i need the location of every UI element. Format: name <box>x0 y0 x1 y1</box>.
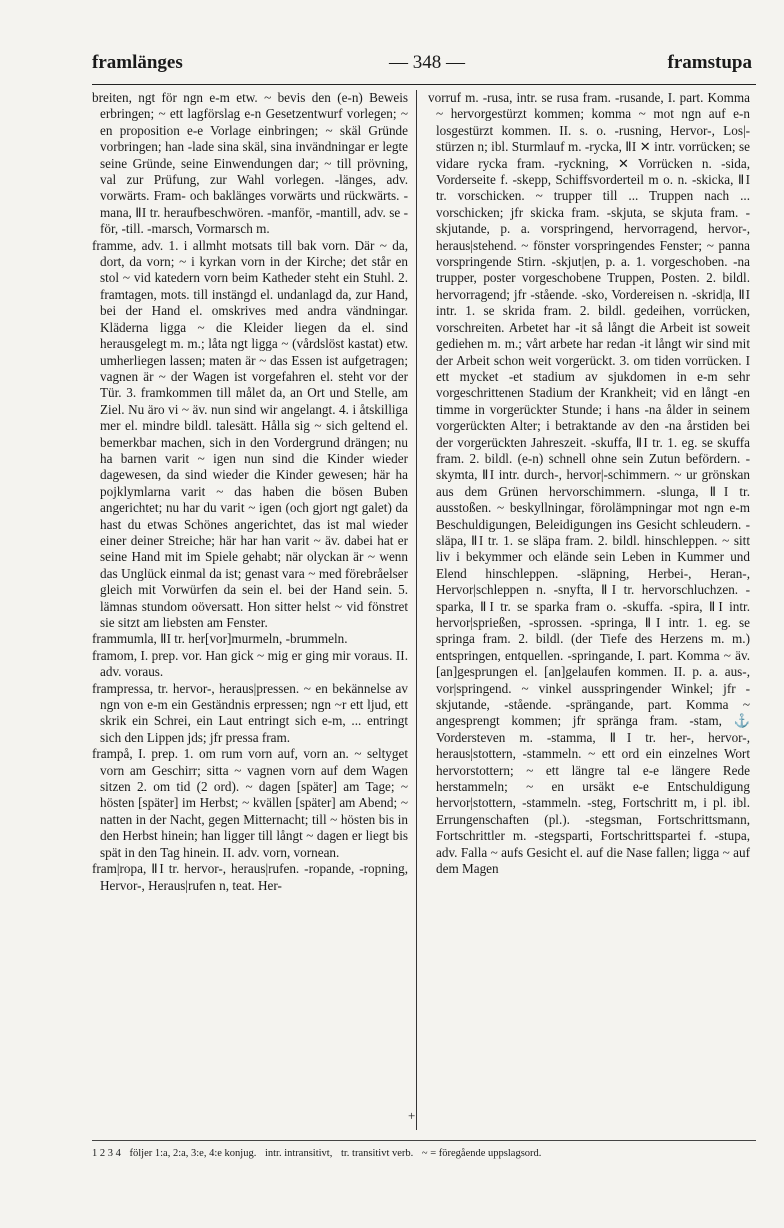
entry: fram|ropa, ⅡI tr. hervor-, heraus|rufen. -ropande, -ropning, Hervor-, Heraus|rufen n, teat. Her- <box>92 861 408 893</box>
entry: frampressa, tr. hervor-, heraus|pressen. ~ en bekännelse av ngn von e-m ein Geständnis erpressen; ngn ~r ett ljud, ett skrik ein Schrei, ein Laut entringt sich e-m, ... entringt sich den Lippen jds; jfr pressa fram. <box>92 680 408 745</box>
right-column <box>428 90 750 878</box>
entry: framom, I. prep. vor. Han gick ~ mig er ging mir voraus. II. adv. voraus. <box>92 647 408 680</box>
entry: frampå, I. prep. 1. om rum vorn auf, vorn an. ~ seltyget vorn am Geschirr; sitta ~ vagnen vorn auf dem Wagen sitzen 2. om tid (2 ord). ~ dagen [später] am Tage; ~ hösten [später] im Herbst; ~ kvällen [später] am Abend; ~ natten in der Nacht, gegen Mitternacht; till ~ hösten bis in den Herbst hinein; han ligger till långt ~ dagen er liegt bis spät in den Tag hinein. II. adv. vorn, vornean. <box>92 746 408 860</box>
header-guide-word-right: framstupa <box>667 52 752 73</box>
footnote-numbers: 1 2 3 4 <box>92 1148 121 1159</box>
left-column <box>92 90 408 894</box>
column-divider <box>416 90 417 1130</box>
entry: framme, adv. 1. i allmht motsats till bak vorn. Där ~ da, dort, da vorn; ~ i kyrkan vorn in der Kirche; det står en stol ~ vid katedern vorn beim Katheder steht ein Stuhl. 2. framtagen, mots. till instängd el. undanlagd da, zur Hand, bei der Hand el. omskrives med andra vändningar. Kläderna ligga ~ die Kleider liegen da el. sind herausgelegt m. m.; låta ngt ligga ~ (vårdslöst kastat) etw. umherliegen lassen; maten är ~ das Essen ist aufgetragen; vagnen är ~ der Wagen ist vorgefahren el. steht vor der Tür. 3. framkommen till målet da, an Ort und Stelle, am Ziel. Nu äro vi ~ äv. nun sind wir angelangt. 4. i åtskilliga mer el. mindre bildl. talesätt. Hålla sig ~ sich geltend el. bemerkbar machen, sich in den Vordergrund drängen; nu ha barnen varit ~ igen nun sind die Kinder wieder dagewesen, da sind wieder die Kinder gewesen; här ha pojklymlarna varit ~ das haben die bösen Buben angerichtet; nu har du varit ~ igen (och gjort ngt galet) da hast du etwas Schönes angerichtet, das ist mal wieder einer deiner Streiche; här har han varit ~ äv. dabei hat er seine Hand mit im Spiele gehabt; när olyckan är ~ wenn das Unglück einmal da ist; genast vara ~ med förebråelser gleich mit Vorwürfen da sein el. bei der Hand sein. 5. lämnas stundom oöversatt. Hon sitter helst ~ vid fönstret sie sitzt am liebsten am Fenster. <box>92 237 408 630</box>
footnote-tr: tr. transitivt verb. <box>340 1148 414 1159</box>
entry: breiten, ngt för ngn e-m etw. ~ bevis den (e-n) Beweis erbringen; ~ ett lagförslag e-n Gesetzentwurf vorlegen; ~ en proposition e-e Vorlage einbringen; ~ skäl Gründe vorbringen; han -lade sina skäl, sina invändningar er legte seine Gründe, seine Einwendungen dar; ~ till prövning, val zur Prüfung, zur Wahl vorlegen. -länges, adv. vorwärts. Fram- och baklänges vorwärts und rückwärts. -mana, ⅡI tr. heraufbeschwören. -manför, -mantill, adv. se -för, -till. -marsch, Vormarsch m. <box>92 90 408 237</box>
footnote-tilde: ~ = föregående uppslagsord. <box>421 1148 542 1159</box>
footnote-verbs: följer 1:a, 2:a, 3:e, 4:e konjug. <box>129 1148 257 1159</box>
footnote-rule <box>92 1140 756 1141</box>
entry: vorruf m. -rusa, intr. se rusa fram. -rusande, I. part. Komma ~ hervorgestürzt kommen; komma ~ mot ngn auf e-n losgestürzt kommen. II. s. o. -rusning, Hervor-, Los|-stürzen n; ibl. Sturmlauf m. -rycka, ⅡI ✕ intr. vorrücken; se vidare rycka fram. -ryckning, ✕ Vorrücken n. -sida, Vorderseite f. -skepp, Schiffsvorderteil m o. n. -skicka, ⅡI tr. vorschicken. ~ trupper till ... Truppen nach ... vorschicken; jfr skicka fram. -skjuta, se skjuta fram. -skjutande, p. a. vorspringend, hervorragend, hervor-, heraus|stehend. ~ fönster vorspringendes Fenster; ~ panna vorspringende Stirn. -skjut|en, p. a. 1. vorgeschoben. -na trupper, poster vorgeschobene Truppen, Posten. 2. bildl. hervorragend; jfr -stående. -sko, Vordereisen n. -skrid|a, ⅡI intr. 1. se skrida fram. 2. bildl. gedeihen, vorrücken, vorschreiten. Arbetet har -it så långt die Arbeit ist soweit gediehen m. m.; vårt arbete har redan -it långt wir sind mit der Arbeit schon weit vorgerückt. 3. om tiden vorrücken. I ett mycket -et stadium av sjukdomen in e-m sehr vorgeschrittenen Stadium der Krankheit; vid en långt -en timme in vorgerückter Stunde; i hans -na ålder in seinem vorgerückten Alter; i betraktande av den -na årstiden bei der vorgerückten Jahreszeit. -skuffa, ⅡI tr. 1. eg. se skuffa fram. 2. bildl. (e-n) schnell ohne sein Zutun befördern. -skymta, ⅡI intr. durch-, hervor|-schimmern. ~ ur grönskan aus dem Grünen hervorschimmern. -slunga, ⅡI tr. ausstoßen. ~ beskyllningar, förolämpningar mot ngn e-m Beschuldigungen, Beleidigungen ins Gesicht schleudern. -släpa, ⅡI tr. 1. se släpa fram. 2. bildl. hinschleppen. ~ sitt liv i bekymmer och elände sein Leben in Kummer und Elend hinschleppen. -släpning, Herbei-, Heran-, Hervor|schleppen n. -snyfta, ⅡI tr. hervorschluchzen. -sparka, ⅡI tr. se sparka fram o. -skuffa. -spira, ⅡI intr. hervor|sprießen, -sprossen. -springa, ⅡI intr. 1. eg. se springa fram. 2. bildl. (der Tiefe des Herzens m. m.) entspringen, entquellen. -springande, I. part. Komma ~ äv. [an]gesprungen el. [an]gelaufen kommen. II. p. a. aus-, vor|springend. ~ vinkel ausspringender Winkel; jfr -skjutande, -stående. -sprängande, part. Komma ~ angesprengt kommen; jfr spränga fram. -stam, ⚓ Vordersteven m. -stamma, ⅡI tr. her-, hervor-, heraus|stottern, -stammeln. ~ ett ord ein einzelnes Wort hervorstottern; ~ ett längre tal e-e längere Rede herstammeln; ~ en ursäkt e-e Entschuldigung hervor|stottern, -stammeln. -steg, Fortschritt m, i pl. ibl. Errungenschaften (pl.). -stegsman, Fortschrittsmann, Fortschrittler m. -stegsparti, Fortschrittspartei f. -stupa, adv. Falla ~ aufs Gesicht el. auf die Nase fallen; ligga ~ auf dem Magen <box>428 90 750 877</box>
footnote <box>92 1148 756 1159</box>
page-header <box>92 52 752 82</box>
header-rule <box>92 84 756 85</box>
page-number: — 348 — <box>389 52 465 73</box>
margin-mark: + <box>408 1108 416 1123</box>
footnote-intr: intr. intransitivt, <box>264 1148 333 1159</box>
header-guide-word-left: framlänges <box>92 52 183 73</box>
entry: frammumla, ⅡI tr. her[vor]murmeln, -brummeln. <box>92 631 348 647</box>
